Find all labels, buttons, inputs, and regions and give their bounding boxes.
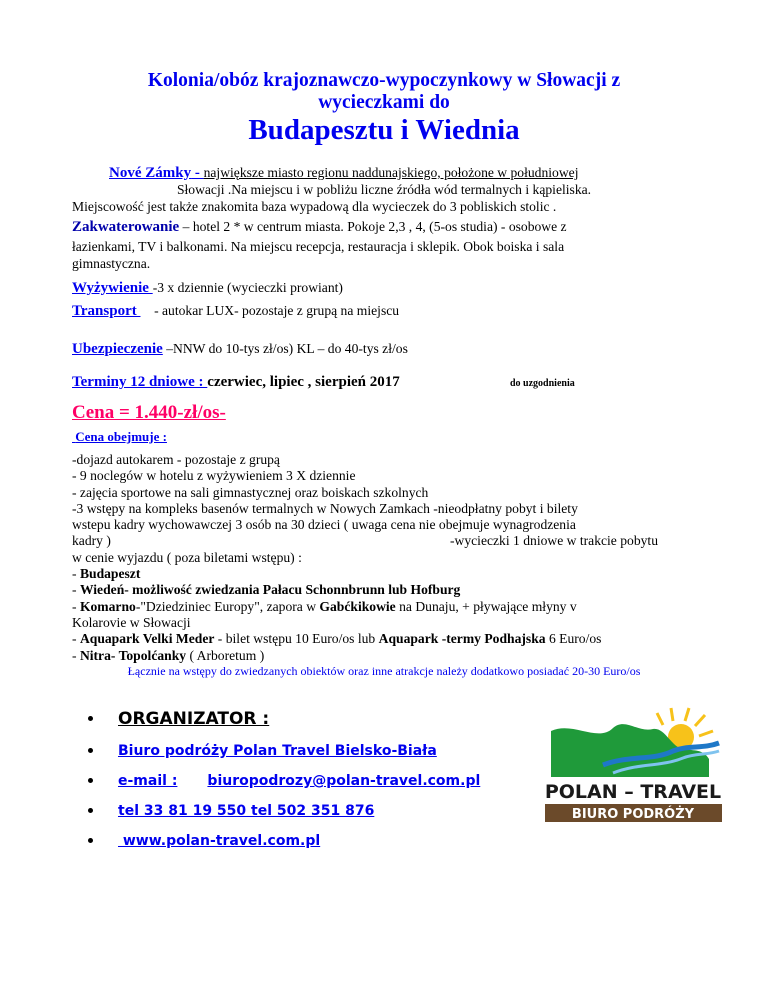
accommodation-line-3: gimnastyczna.: [72, 256, 151, 271]
title-line-1: Kolonia/obóz krajoznawczo-wypoczynkowy w Słowacji z wycieczkami do: [147, 70, 621, 113]
meals-label: Wyżywienie: [72, 280, 153, 296]
website-row: [80, 826, 480, 856]
bullet-icon: [88, 778, 93, 783]
dates-note: do uzgodnienia: [510, 378, 575, 389]
email-row: [80, 766, 480, 796]
list-item: -dojazd autokarem - pozostaje z grupą: [72, 452, 280, 467]
bullet-icon: [88, 808, 93, 813]
email-link[interactable]: biuropodrozy@polan-travel.com.pl: [207, 773, 481, 789]
agency-name: Biuro podróży Polan Travel Bielsko-Biała: [80, 736, 480, 766]
list-item: - Budapeszt: [72, 566, 141, 582]
intro-text-1: największe miasto regionu naddunajskiego, położone w południowej: [203, 165, 579, 180]
meals-text: -3 x dziennie (wycieczki prowiant): [152, 280, 343, 295]
transport-text: autokar LUX- pozostaje z grupą na miejscu: [162, 303, 400, 318]
insurance-text: –NNW do 10-tys zł/os) KL – do 40-tys zł/os: [162, 341, 408, 356]
page-title: Budapesztu i Wiednia: [248, 114, 520, 146]
phone-row: tel 33 81 19 550 tel 502 351 876: [80, 796, 480, 826]
insurance-label: Ubezpieczenie: [72, 341, 163, 357]
accommodation-label: Zakwaterowanie: [72, 219, 180, 235]
list-item: - Wiedeń- możliwość zwiedzania Pałacu Schonnbrunn lub Hofburg: [72, 582, 461, 598]
list-item: - Komarno-"Dziedziniec Europy", zapora w Gabćkikowie na Dunaju, + pływające młyny v: [72, 598, 577, 614]
logo-subtitle: BIURO PODRÓŻY: [571, 807, 695, 822]
intro-line-2: Słowacji .Na miejscu i w pobliżu liczne źródła wód termalnych i kąpieliska.: [176, 182, 592, 197]
list-text: kadry ): [72, 533, 111, 549]
transport-dash: -: [140, 303, 163, 318]
intro-line-1: [109, 165, 578, 182]
logo-name: POLAN – TRAVEL: [544, 781, 722, 803]
footer-note: Łącznie na wstępy do zwiedzanych obiektów oraz inne atrakcje należy dodatkowo posiadać 20-30 Euro/os: [127, 664, 641, 678]
dates-line: [72, 373, 692, 391]
list-item: Kolarovie w Słowacji: [72, 614, 191, 630]
list-item: w cenie wyjazdu ( poza biletami wstępu) :: [72, 549, 302, 565]
meals-line: [72, 280, 343, 297]
accommodation-line-2: łazienkami, TV i balkonami. Na miejscu recepcja, restauracja i sklepik. Obok boiska i sala: [72, 239, 565, 254]
transport-label: Transport: [72, 303, 141, 319]
list-item: [72, 533, 712, 549]
list-item: wstepu kadry wychowawczej 3 osób na 30 dzieci ( uwaga cena nie obejmuje wynagrodzenia: [72, 517, 576, 533]
place-dash: -: [191, 165, 204, 181]
list-item: - Aquapark Velki Meder - bilet wstępu 10 Euro/os lub Aquapark -termy Podhajska 6 Euro/os: [72, 631, 602, 647]
list-item: - zajęcia sportowe na sali gimnastycznej oraz boiskach szkolnych: [72, 484, 429, 500]
organizer-list: [80, 702, 480, 856]
organizer-heading: ORGANIZATOR :: [80, 702, 480, 736]
dates-label: Terminy 12 dniowe :: [72, 374, 208, 390]
price: Cena = 1.440-zł/os-: [72, 402, 226, 423]
polan-travel-logo: [543, 703, 724, 824]
list-item: - 9 noclegów w hotelu z wyżywieniem 3 X dziennie: [72, 468, 356, 484]
place-name: Nové Zámky: [109, 165, 192, 181]
included-list: [72, 452, 712, 664]
intro-line-3: Miejscowość jest także znakomita baza wypadową dla wycieczek do 3 pobliskich stolic .: [72, 199, 557, 214]
list-text: -wycieczki 1 dniowe w trakcie pobytu: [450, 533, 658, 549]
website-link[interactable]: www.polan-travel.com.pl: [118, 833, 321, 849]
bullet-icon: [88, 716, 93, 721]
accommodation-text: – hotel 2 * w centrum miasta. Pokoje 2,3 , 4, (5-os studia) - osobowe z: [179, 219, 567, 234]
list-item: -3 wstępy na kompleks basenów termalnych w Nowych Zamkach -nieodpłatny pobyt i bilety: [72, 500, 578, 516]
dates-value: czerwiec, lipiec , sierpień 2017: [207, 374, 400, 390]
price-includes-label: Cena obejmuje :: [75, 429, 167, 444]
accommodation-line-1: [72, 219, 567, 236]
bullet-icon: [88, 748, 93, 753]
email-label: e-mail :: [118, 773, 178, 789]
insurance-line: [72, 341, 408, 358]
list-item: - Nitra- Topolćanky ( Arboretum ): [72, 647, 265, 663]
bullet-icon: [88, 838, 93, 843]
transport-line: [72, 303, 399, 320]
